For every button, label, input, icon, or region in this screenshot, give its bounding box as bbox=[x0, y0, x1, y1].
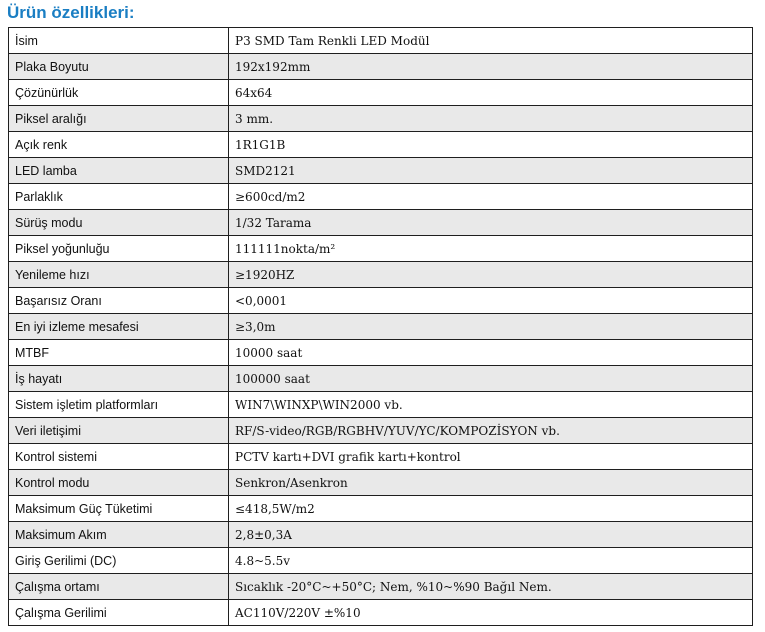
table-row bbox=[9, 80, 753, 106]
table-row bbox=[9, 496, 753, 522]
spec-label: Çözünürlük bbox=[9, 80, 229, 106]
spec-label: Kontrol sistemi bbox=[9, 444, 229, 470]
spec-value: 64x64 bbox=[229, 80, 753, 106]
table-row bbox=[9, 314, 753, 340]
table-row bbox=[9, 392, 753, 418]
spec-value: 192x192mm bbox=[229, 54, 753, 80]
spec-value: 1/32 Tarama bbox=[229, 210, 753, 236]
spec-label: Piksel aralığı bbox=[9, 106, 229, 132]
spec-value: 1R1G1B bbox=[229, 132, 753, 158]
spec-value: <0,0001 bbox=[229, 288, 753, 314]
table-row bbox=[9, 548, 753, 574]
spec-label: Yenileme hızı bbox=[9, 262, 229, 288]
table-row bbox=[9, 522, 753, 548]
table-row bbox=[9, 106, 753, 132]
table-row bbox=[9, 236, 753, 262]
spec-label: MTBF bbox=[9, 340, 229, 366]
spec-value: 10000 saat bbox=[229, 340, 753, 366]
spec-value: 100000 saat bbox=[229, 366, 753, 392]
spec-value: PCTV kartı+DVI grafik kartı+kontrol bbox=[229, 444, 753, 470]
spec-label: Veri iletişimi bbox=[9, 418, 229, 444]
spec-value: Senkron/Asenkron bbox=[229, 470, 753, 496]
spec-label: İsim bbox=[9, 28, 229, 54]
spec-value: SMD2121 bbox=[229, 158, 753, 184]
spec-table bbox=[8, 27, 753, 626]
spec-label: Açık renk bbox=[9, 132, 229, 158]
spec-value: RF/S-video/RGB/RGBHV/YUV/YC/KOMPOZİSYON vb. bbox=[229, 418, 753, 444]
spec-label: En iyi izleme mesafesi bbox=[9, 314, 229, 340]
spec-value: P3 SMD Tam Renkli LED Modül bbox=[229, 28, 753, 54]
spec-label: Sistem işletim platformları bbox=[9, 392, 229, 418]
spec-value: WIN7\WINXP\WIN2000 vb. bbox=[229, 392, 753, 418]
table-row bbox=[9, 470, 753, 496]
spec-value: 3 mm. bbox=[229, 106, 753, 132]
section-heading: Ürün özellikleri: bbox=[7, 3, 135, 22]
table-row bbox=[9, 444, 753, 470]
spec-label: Çalışma Gerilimi bbox=[9, 600, 229, 626]
spec-label: Sürüş modu bbox=[9, 210, 229, 236]
table-row bbox=[9, 28, 753, 54]
spec-label: Piksel yoğunluğu bbox=[9, 236, 229, 262]
table-row bbox=[9, 418, 753, 444]
spec-value: 4.8~5.5v bbox=[229, 548, 753, 574]
spec-value: AC110V/220V ±%10 bbox=[229, 600, 753, 626]
table-row bbox=[9, 366, 753, 392]
spec-value: ≥3,0m bbox=[229, 314, 753, 340]
spec-value: ≥600cd/m2 bbox=[229, 184, 753, 210]
table-row bbox=[9, 184, 753, 210]
spec-label: Kontrol modu bbox=[9, 470, 229, 496]
table-row bbox=[9, 132, 753, 158]
table-row bbox=[9, 340, 753, 366]
table-row bbox=[9, 600, 753, 626]
spec-label: Parlaklık bbox=[9, 184, 229, 210]
spec-label: Maksimum Güç Tüketimi bbox=[9, 496, 229, 522]
table-row bbox=[9, 210, 753, 236]
table-row bbox=[9, 262, 753, 288]
table-row bbox=[9, 54, 753, 80]
spec-label: İş hayatı bbox=[9, 366, 229, 392]
spec-label: Çalışma ortamı bbox=[9, 574, 229, 600]
spec-value: 2,8±0,3A bbox=[229, 522, 753, 548]
spec-label: Başarısız Oranı bbox=[9, 288, 229, 314]
spec-label: Maksimum Akım bbox=[9, 522, 229, 548]
spec-label: Giriş Gerilimi (DC) bbox=[9, 548, 229, 574]
table-row bbox=[9, 288, 753, 314]
table-row bbox=[9, 574, 753, 600]
spec-value: 111111nokta/m² bbox=[229, 236, 753, 262]
spec-label: LED lamba bbox=[9, 158, 229, 184]
spec-value: Sıcaklık -20°C~+50°C; Nem, %10~%90 Bağıl Nem. bbox=[229, 574, 753, 600]
table-row bbox=[9, 158, 753, 184]
spec-value: ≤418,5W/m2 bbox=[229, 496, 753, 522]
spec-value: ≥1920HZ bbox=[229, 262, 753, 288]
spec-label: Plaka Boyutu bbox=[9, 54, 229, 80]
